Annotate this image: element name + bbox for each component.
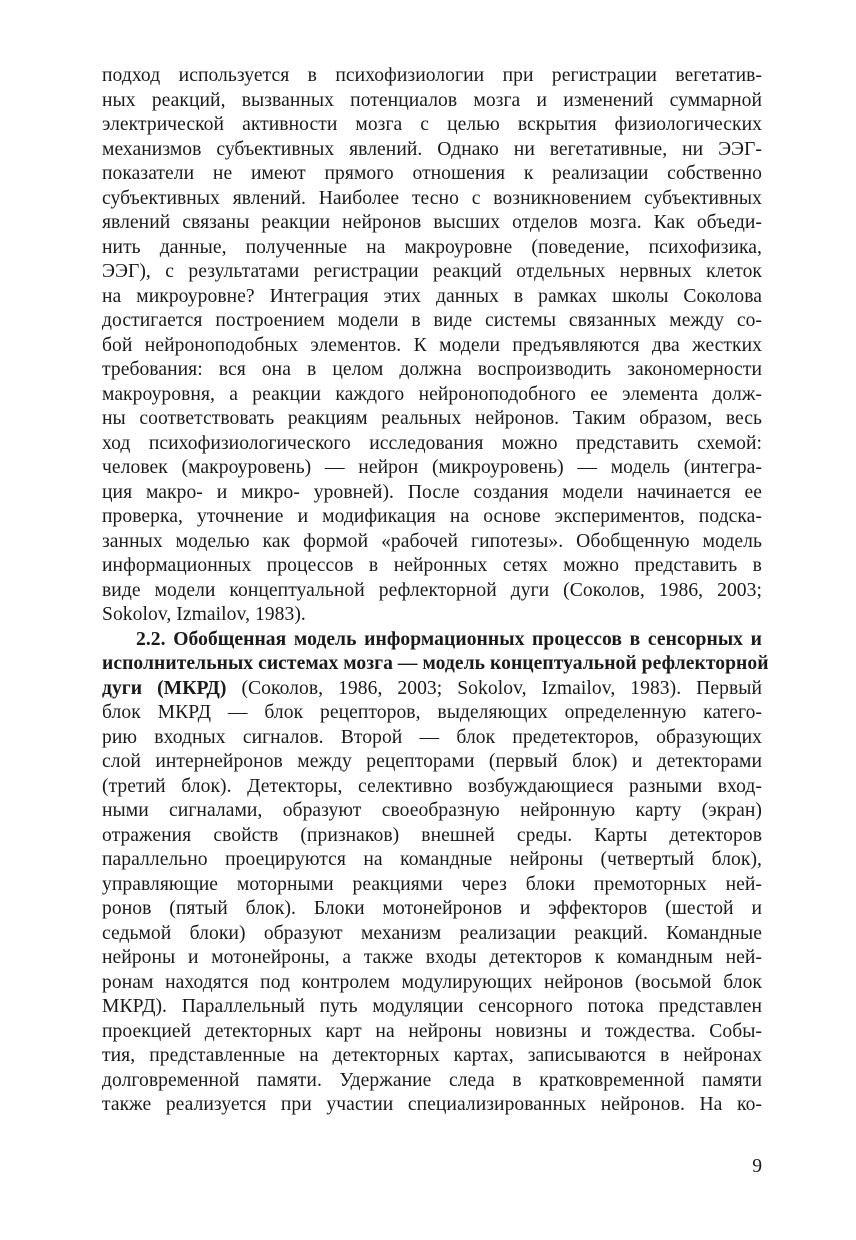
text-line: седьмой блоки) образуют механизм реализации реакций. Командные bbox=[102, 922, 762, 944]
text-line: ция макро- и микро- уровней). После создания модели начинается ее bbox=[102, 481, 762, 503]
text-line: ЭЭГ), с результатами регистрации реакций отдельных нервных клеток bbox=[102, 261, 762, 282]
text-line: МКРД). Параллельный путь модуляции сенсорного потока представлен bbox=[102, 996, 762, 1017]
text-line: проверка, уточнение и модификация на основе экспериментов, подска- bbox=[102, 506, 762, 527]
heading-mixed-line bbox=[102, 677, 762, 702]
section-heading-end: дуги (МКРД) bbox=[102, 677, 227, 699]
text-line: Sokolov, Izmailov, 1983). bbox=[102, 604, 306, 625]
text-line: параллельно проецируются на командные нейроны (четвертый блок), bbox=[102, 849, 762, 870]
text-line: на микроуровне? Интеграция этих данных в рамках школы Соколова bbox=[102, 285, 762, 307]
text-line: ных реакций, вызванных потенциалов мозга и изменений суммарной bbox=[102, 89, 762, 111]
section-2-2 bbox=[102, 628, 769, 1118]
text-line: человек (макроуровень) — нейрон (микроуровень) — модель (интегра- bbox=[102, 457, 762, 478]
text-line: проекцией детекторных карт на нейроны новизны и тождества. Собы- bbox=[102, 1020, 762, 1042]
paragraph-1 bbox=[102, 64, 762, 628]
text-line: занных моделью как формой «рабочей гипотезы». Обобщенную модель bbox=[102, 530, 762, 552]
text-line: нейроны и мотонейроны, а также входы детекторов к командным ней- bbox=[102, 947, 762, 968]
text-line: требования: вся она в целом должна воспроизводить закономерности bbox=[102, 359, 762, 380]
text-line: явлений связаны реакции нейронов высших отделов мозга. Как объеди- bbox=[102, 212, 762, 233]
text-line: тия, представленные на детекторных картах, записываются в нейронах bbox=[102, 1045, 762, 1066]
text-line: слой интернейронов между рецепторами (первый блок) и детекторами bbox=[102, 751, 762, 772]
text-line: (третий блок). Детекторы, селективно возбуждающиеся разными вход- bbox=[102, 775, 762, 797]
citation-text: (Соколов, 1986, 2003; Sokolov, Izmailov, 1983). Первый bbox=[226, 677, 762, 699]
text-line: информационных процессов в нейронных сетях можно представить в bbox=[102, 555, 762, 576]
text-line: подход используется в психофизиологии при регистрации вегетатив- bbox=[102, 65, 762, 86]
text-line: также реализуется при участии специализированных нейронов. На ко- bbox=[102, 1094, 762, 1115]
text-line: достигается построением модели в виде системы связанных между со- bbox=[102, 310, 762, 331]
text-line: управляющие моторными реакциями через блоки премоторных ней- bbox=[102, 873, 762, 895]
text-line: показатели не имеют прямого отношения к реализации собственно bbox=[102, 163, 762, 184]
text-line: ход психофизиологического исследования можно представить схемой: bbox=[102, 432, 762, 454]
text-line: ронам находятся под контролем модулирующих нейронов (восьмой блок bbox=[102, 971, 762, 993]
text-line: ными сигналами, образуют своеобразную нейронную карту (экран) bbox=[102, 800, 762, 821]
page-number: 9 bbox=[752, 1156, 762, 1177]
text-line: субъективных явлений. Наиболее тесно с возникновением субъективных bbox=[102, 187, 762, 209]
text-line: рию входных сигналов. Второй — блок предетекторов, образующих bbox=[102, 726, 762, 748]
text-body bbox=[102, 64, 769, 1118]
text-line: нить данные, полученные на макроуровне (поведение, психофизика, bbox=[102, 236, 762, 258]
text-line: электрической активности мозга с целью вскрытия физиологических bbox=[102, 114, 762, 135]
text-line: макроуровня, а реакции каждого нейроноподобного ее элемента долж- bbox=[102, 383, 762, 405]
section-heading-line: исполнительных системах мозга — модель концептуальной рефлекторной bbox=[102, 653, 769, 674]
text-line: виде модели концептуальной рефлекторной дуги (Соколов, 1986, 2003; bbox=[102, 579, 762, 601]
text-line: блок МКРД — блок рецепторов, выделяющих определенную катего- bbox=[102, 702, 762, 723]
text-line: ронов (пятый блок). Блоки мотонейронов и эффекторов (шестой и bbox=[102, 898, 762, 919]
text-line: долговременной памяти. Удержание следа в кратковременной памяти bbox=[102, 1069, 762, 1091]
text-line: механизмов субъективных явлений. Однако ни вегетативные, ни ЭЭГ- bbox=[102, 138, 762, 160]
text-line: отражения свойств (признаков) внешней среды. Карты детекторов bbox=[102, 824, 762, 846]
text-line: бой нейроноподобных элементов. К модели предъявляются два жестких bbox=[102, 334, 762, 356]
section-heading-line: 2.2. Обобщенная модель информационных процессов в сенсорных и bbox=[136, 628, 762, 650]
text-line: ны соответствовать реакциям реальных нейронов. Таким образом, весь bbox=[102, 408, 762, 429]
